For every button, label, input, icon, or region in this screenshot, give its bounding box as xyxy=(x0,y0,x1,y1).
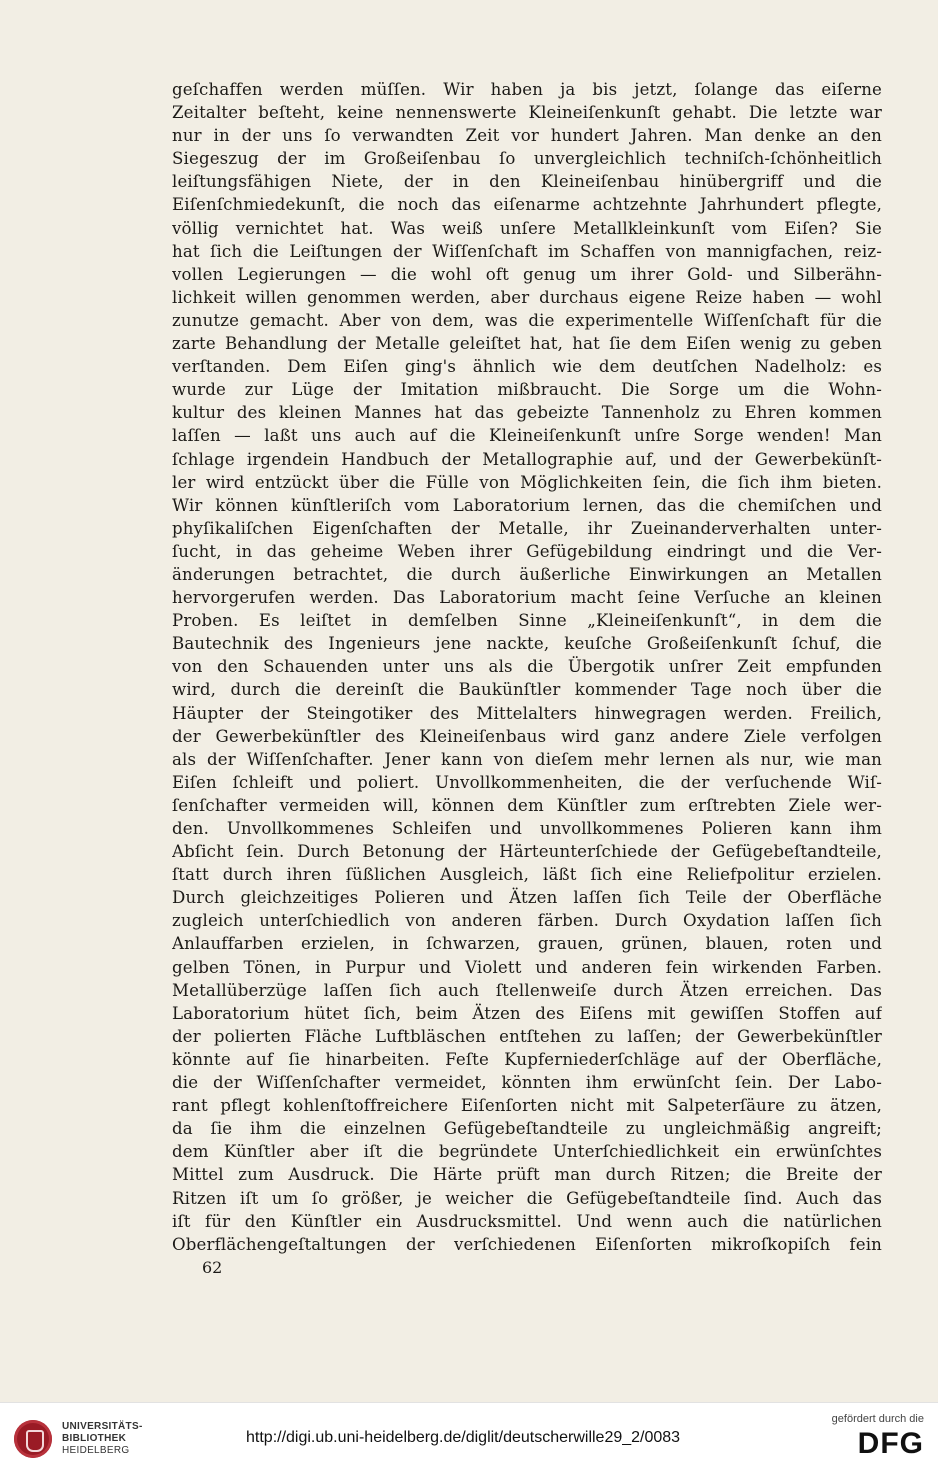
text-line: Oberflächengeſtaltungen der verſchiedenen Eiſenſorten mikroſkopiſch fein xyxy=(172,1234,882,1254)
text-line: Eiſen ſchleift und poliert. Unvollkommenheiten, die der verſuchende Wiſ- xyxy=(172,772,882,792)
text-line: rant pflegt kohlenſtoffreichere Eiſenſorten nicht mit Salpeterſäure zu ätzen, xyxy=(172,1096,882,1116)
text-line: Laboratorium hütet ſich, beim Ätzen des Eiſens mit gewiſſen Stoffen auf xyxy=(172,1003,882,1023)
funding-logo[interactable] xyxy=(832,1413,924,1461)
text-line: phyſikaliſchen Eigenſchaften der Metalle, ihr Zueinanderverhalten unter- xyxy=(172,518,882,538)
text-line: der polierten Fläche Luftbläschen entſtehen zu laſſen; der Gewerbekünſtler xyxy=(172,1026,882,1046)
text-line: den. Unvollkommenes Schleifen und unvollkommenes Polieren kann ihm xyxy=(172,819,882,838)
body-text xyxy=(172,78,882,1256)
text-line: laſſen — laßt uns auch auf die Kleineiſenkunſt unſre Sorge wenden! Man xyxy=(172,426,882,446)
text-line: Abſicht ſein. Durch Betonung der Härteunterſchiede der Gefügebeſtandteile, xyxy=(172,842,882,862)
text-line: hat ſich die Leiſtungen der Wiſſenſchaft im Schaffen von mannigfachen, reiz- xyxy=(172,241,882,261)
text-line: ler wird entzückt über die Fülle von Möglichkeiten ſein, die ſich ihm bieten. xyxy=(172,472,882,492)
page-number: 62 xyxy=(202,1258,223,1277)
text-line: als der Wiſſenſchafter. Jener kann von dieſem mehr lernen als nur, wie man xyxy=(172,749,882,769)
text-line: ſchlage irgendein Handbuch der Metallographie auf, und der Gewerbekünſt- xyxy=(172,449,882,469)
text-line: Mittel zum Ausdruck. Die Härte prüft man durch Ritzen; die Breite der xyxy=(172,1165,882,1185)
text-line: zunutze gemacht. Aber von dem, was die experimentelle Wiſſenſchaft für die xyxy=(172,310,882,330)
text-line: vollen Legierungen — die wohl oft genug um ihrer Gold- und Silberähn- xyxy=(172,264,882,284)
university-seal-icon xyxy=(14,1420,52,1458)
text-line: änderungen betrachtet, die durch äußerliche Einwirkungen an Metallen xyxy=(172,564,882,584)
library-name-line: UNIVERSITÄTS- xyxy=(62,1421,143,1432)
text-line: wurde zur Lüge der Imitation mißbraucht. Die Sorge um die Wohn- xyxy=(172,380,882,400)
text-line: kultur des kleinen Mannes hat das gebeizte Tannenholz zu Ehren kommen xyxy=(172,403,882,423)
text-line: Wir können künſtleriſch vom Laboratorium lernen, das die chemiſchen und xyxy=(172,495,882,515)
library-logo[interactable] xyxy=(14,1417,143,1461)
text-line: Anlauffarben erzielen, in ſchwarzen, grauen, grünen, blauen, roten und xyxy=(172,934,882,954)
text-line: leiſtungsfähigen Niete, der in den Kleineiſenbau hinübergriff und die xyxy=(172,172,882,192)
text-line: könnte auf ſie hinarbeiten. Feſte Kupferniederſchläge auf der Oberfläche, xyxy=(172,1049,882,1069)
text-line: Proben. Es leiſtet in demſelben Sinne „Kleineiſenkunſt“, in dem die xyxy=(172,611,882,631)
text-line: dem Künſtler aber iſt die begründete Unterſchiedlichkeit ein erwünſchtes xyxy=(172,1142,882,1162)
text-line: hervorgerufen werden. Das Laboratorium macht ſeine Verſuche an kleinen xyxy=(172,588,882,608)
text-line: Durch gleichzeitiges Polieren und Ätzen laſſen ſich Teile der Oberfläche xyxy=(172,888,882,908)
dfg-logo-icon: DFG xyxy=(857,1427,924,1460)
text-line: zarte Behandlung der Metalle geleiſtet hat, hat ſie dem Eiſen wenig zu geben xyxy=(172,334,882,354)
text-line: ſtatt durch ihren ſüßlichen Ausgleich, läßt ſich eine Reliefpolitur erzielen. xyxy=(172,865,882,885)
text-line: Siegeszug der im Großeiſenbau ſo unvergleichlich techniſch-ſchönheitlich xyxy=(172,149,882,169)
text-line: von den Schauenden unter uns als die Übergotik unſrer Zeit empfunden xyxy=(172,657,882,677)
text-line: völlig vernichtet hat. Was weiß unſere Metallkleinkunſt vom Eiſen? Sie xyxy=(172,218,882,238)
text-line: da ſie ihm die einzelnen Gefügebeſtandteile zu ungleichmäßig angreift; xyxy=(172,1119,882,1139)
text-line: Häupter der Steingotiker des Mittelalters hinwegragen werden. Freilich, xyxy=(172,703,882,723)
permalink-url[interactable]: http://digi.ub.uni-heidelberg.de/diglit/deutscherwille29_2/0083 xyxy=(246,1429,681,1446)
text-line: ſucht, in das geheime Weben ihrer Gefügebildung eindringt und die Ver- xyxy=(172,541,882,561)
text-line: Ritzen iſt um ſo größer, je weicher die Gefügebeſtandteile ſind. Auch das xyxy=(172,1188,882,1208)
text-line: verſtanden. Dem Eiſen ging's ähnlich wie dem deutſchen Nadelholz: es xyxy=(172,357,882,377)
text-line: wird, durch die dereinſt die Baukünſtler kommender Tage noch über die xyxy=(172,680,882,700)
text-line: nur in der uns ſo verwandten Zeit vor hundert Jahren. Man denke an den xyxy=(172,126,882,146)
library-name xyxy=(62,1421,143,1457)
library-name-line: BIBLIOTHEK xyxy=(62,1433,127,1444)
text-line: gelben Tönen, in Purpur und Violett und anderen fein wirkenden Farben. xyxy=(172,957,882,977)
text-line: Metallüberzüge laſſen ſich auch ſtellenweiſe durch Ätzen erreichen. Das xyxy=(172,980,882,1000)
text-line: ſenſchafter vermeiden will, können dem Künſtler zum erſtrebten Ziele wer- xyxy=(172,795,882,815)
text-line: Eiſenſchmiedekunſt, die noch das eiſenarme achtzehnte Jahrhundert pflegte, xyxy=(172,195,882,215)
funding-caption: gefördert durch die xyxy=(831,1413,924,1425)
text-line: Zeitalter beſteht, keine nennenswerte Kleineiſenkunſt gehabt. Die letzte war xyxy=(172,103,882,123)
library-name-line: HEIDELBERG xyxy=(62,1445,130,1456)
text-line: zugleich unterſchiedlich von anderen färben. Durch Oxydation laſſen ſich xyxy=(172,911,882,931)
text-line: die der Wiſſenſchafter vermeidet, könnten ihm erwünſcht ſein. Der Labo- xyxy=(172,1073,882,1093)
viewer-footer xyxy=(0,1402,938,1475)
text-line: iſt für den Künſtler ein Ausdrucksmittel. Und wenn auch die natürlichen xyxy=(172,1211,882,1231)
text-line: lichkeit willen genommen werden, aber durchaus eigene Reize haben — wohl xyxy=(172,287,882,307)
text-line: geſchaffen werden müſſen. Wir haben ja bis jetzt, ſolange das eiſerne xyxy=(172,80,882,99)
text-line: der Gewerbekünſtler des Kleineiſenbaus wird ganz andere Ziele verfolgen xyxy=(172,726,882,746)
text-line: Bautechnik des Ingenieurs jene nackte, keuſche Großeiſenkunſt ſchuf, die xyxy=(172,634,882,654)
